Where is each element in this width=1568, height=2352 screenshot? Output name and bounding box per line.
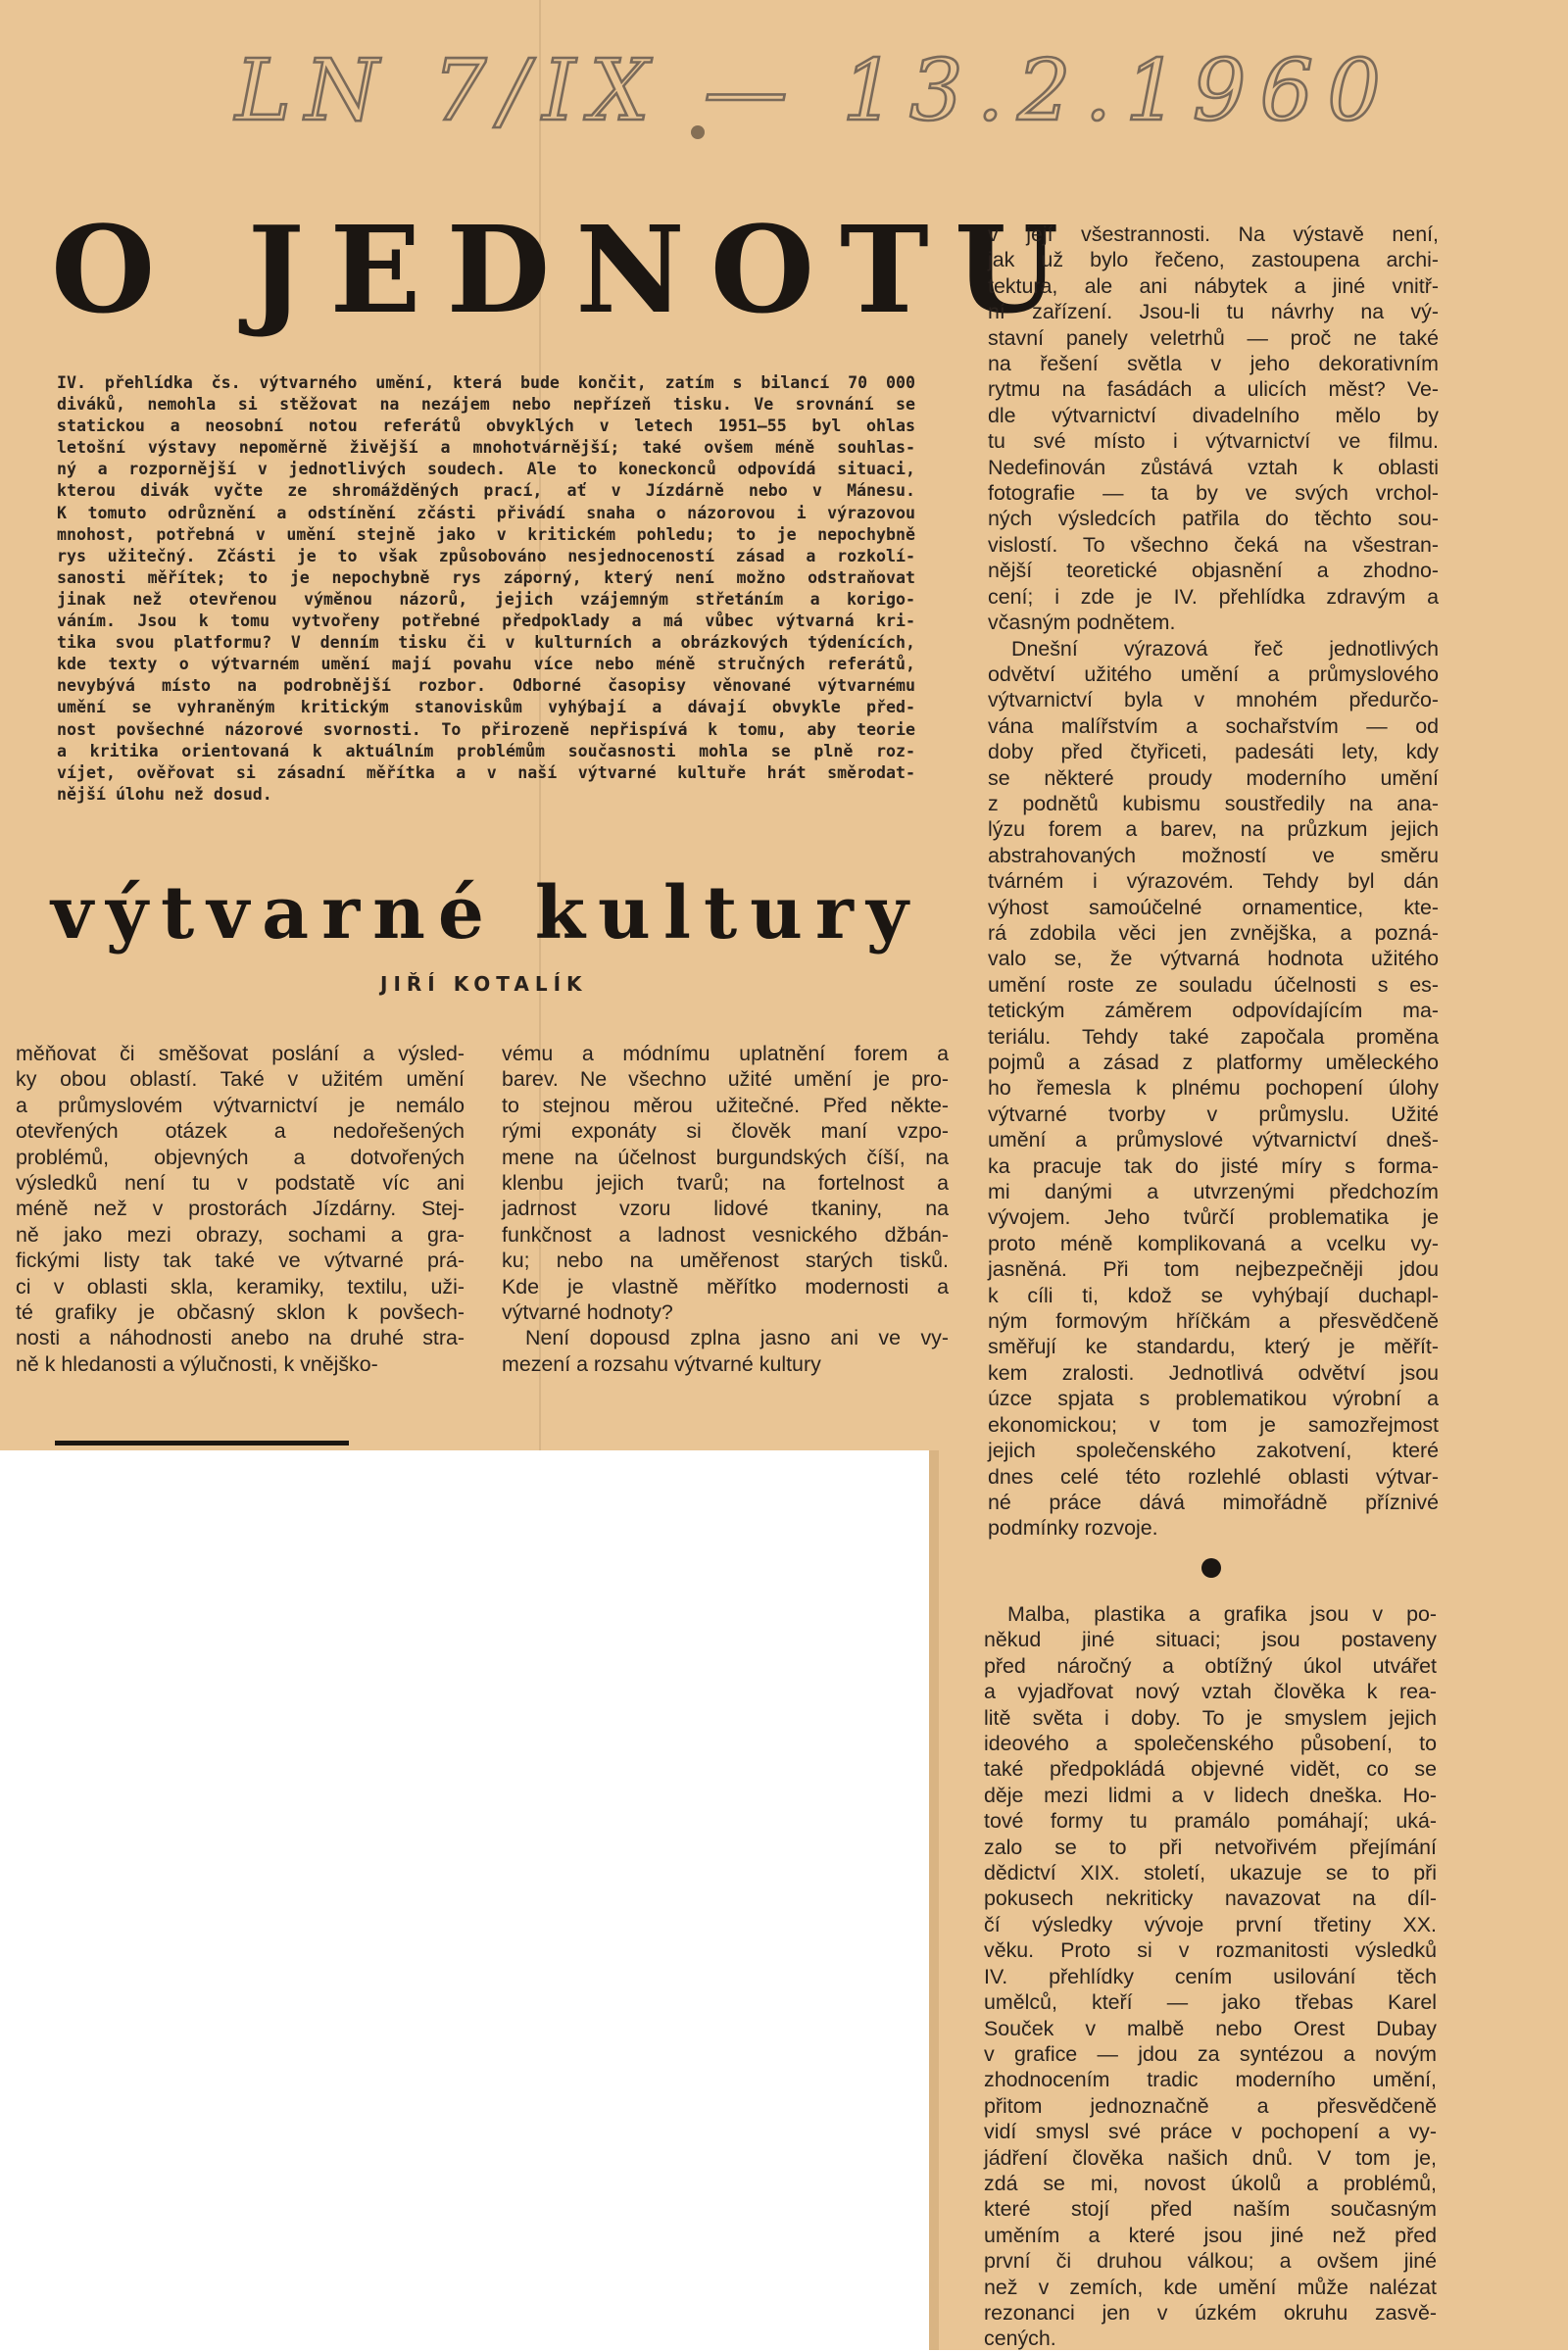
text-line: jak už bylo řečeno, zastoupena archi-: [988, 248, 1439, 272]
text-line: někud jiné situaci; jsou postaveny: [984, 1628, 1437, 1652]
text-line: IV. přehlídka čs. výtvarného umění, která bude končit, zatím s bilancí 70 000: [57, 373, 915, 392]
text-line: výtvarné hodnoty?: [502, 1300, 673, 1325]
text-line: sanosti měřítek; to je nepochybně rys záporný, který není možno odstraňovat: [57, 567, 915, 587]
text-line: diváků, nemohla si stěžovat na nezájem nebo nepřízeň tisku. Ve srovnání se: [57, 395, 915, 415]
text-line: pojmů a zásad z platformy uměleckého: [988, 1051, 1439, 1074]
text-line: Nedefinován zůstává vztah k oblasti: [988, 455, 1439, 479]
text-line: vidí smysl své práce v pochopení a vy-: [984, 2120, 1437, 2144]
text-line: ný a rozpornější v jednotlivých soudech. Ale to koneckonců odpovídá situaci,: [57, 460, 915, 479]
byline: JIŘÍ KOTALÍK: [380, 972, 588, 996]
text-line: na řešení světla v jeho dekorativním: [988, 352, 1439, 376]
text-line: fotografie — ta by ve svých vrchol-: [988, 481, 1439, 506]
text-line: umění roste ze souladu účelnosti s es-: [988, 972, 1439, 997]
text-line: méně než v prostorách Jízdárny. Stej-: [16, 1197, 465, 1221]
text-line: ným formovým hříčkám a přesvědčeně: [988, 1309, 1439, 1334]
text-line: umělců, kteří — jako třebas Karel: [984, 1990, 1437, 2015]
text-line: úzce spjata s problematikou výrobní a: [988, 1387, 1439, 1411]
text-line: problémů, objevných a dotvořených: [16, 1145, 465, 1169]
text-line: kem zralosti. Jednotlivá odvětví jsou: [988, 1360, 1439, 1385]
text-line: K tomuto odrůznění a odstínění zčásti přivádí snaha o názorovou i výrazovou: [57, 503, 915, 522]
text-line: před náročný a obtížný úkol utvářet: [984, 1653, 1437, 1678]
text-line: vývojem. Jeho tvůrčí problematika je: [988, 1205, 1439, 1230]
text-line: umění se vyhraněným kritickým stanoviskům vyhýbají a dávají obvykle před-: [57, 698, 915, 717]
text-line: mi danými a utvrzenými předchozím: [988, 1180, 1439, 1204]
text-line: víjet, ověřovat si zásadní měřítka a v naší výtvarné kultuře hrát směrodat-: [57, 762, 915, 782]
text-line: rezonanci jen v úzkém okruhu zasvě-: [984, 2300, 1437, 2325]
text-line: podmínky rozvoje.: [988, 1516, 1158, 1541]
text-line: nosti a náhodnosti anebo na druhé stra-: [16, 1326, 465, 1350]
text-line: tové formy tu pramálo pomáhají; uká-: [984, 1809, 1437, 1834]
text-line: věku. Proto si v rozmanitosti výsledků: [984, 1938, 1437, 1963]
text-line: abstrahovaných možností ve směru: [988, 843, 1439, 867]
text-line: ní zařízení. Jsou-li tu návrhy na vý-: [988, 300, 1439, 324]
text-line: mezení a rozsahu výtvarné kultury: [502, 1351, 821, 1376]
text-line: doby před čtyřiceti, padesáti lety, kdy: [988, 740, 1439, 764]
text-line: cených.: [984, 2327, 1056, 2351]
text-line: výtvarnictví byla v mnohém předurčo-: [988, 688, 1439, 712]
text-line: té grafiky je občasný sklon k povšech-: [16, 1300, 465, 1325]
text-line: mnohost, potřebná v umění stejně jako v kritickém pohledu; to je nepochybně: [57, 524, 915, 544]
headline-bottom: výtvarné kultury: [51, 871, 921, 956]
lead-paragraph: [57, 372, 915, 806]
text-line: ně jako mezi obrazy, sochami a gra-: [16, 1222, 465, 1247]
text-line: rá zdobila věci jen zvnějška, a pozná-: [988, 920, 1439, 945]
handwritten-note-text: LN 7/IX — 13.2.1960: [235, 42, 1395, 140]
text-line: jádření člověka našich dnů. V tom je,: [984, 2145, 1437, 2170]
text-line: uměním a které jsou jiné než před: [984, 2223, 1437, 2247]
text-line: ideového a společenského působení, to: [984, 1732, 1437, 1756]
text-line: čí výsledky vývoje první třetiny XX.: [984, 1912, 1437, 1936]
bottom-rule: [55, 1441, 349, 1446]
text-line: tvárném i výrazovém. Tehdy byl dán: [988, 869, 1439, 894]
text-line: ku; nebo na uměřenost starých tisků.: [502, 1249, 949, 1273]
text-line: rytmu na fasádách a ulicích měst? Ve-: [988, 377, 1439, 402]
text-line: včasným podnětem.: [988, 611, 1176, 635]
text-line: vána malířstvím a sochařstvím — od: [988, 713, 1439, 738]
text-line: v její všestrannosti. Na výstavě není,: [988, 222, 1439, 246]
text-line: kde texty o výtvarném umění mají povahu více nebo méně stručných referátů,: [57, 655, 915, 674]
text-line: rými exponáty si člověk maní vzpo-: [502, 1119, 949, 1144]
text-column-3: [988, 221, 1439, 1542]
text-line: klenbu jejich tvarů; na fortelnost a: [502, 1171, 949, 1196]
text-column-1: [16, 1041, 465, 1377]
section-bullet: [1201, 1558, 1221, 1578]
text-line: v grafice — jdou za syntézou a novým: [984, 2041, 1437, 2066]
text-line: Není dopousd zplna jasno ani ve vy-: [525, 1326, 949, 1350]
text-line: Malba, plastika a grafika jsou v po-: [1007, 1602, 1437, 1626]
text-line: ci v oblasti skla, keramiky, textilu, uži-: [16, 1274, 465, 1298]
text-line: stavní panely veletrhů — proč ne také: [988, 325, 1439, 350]
text-line: které stojí před naším současným: [984, 2197, 1437, 2222]
text-line: výhost samoúčelné ornamentice, kte-: [988, 895, 1439, 919]
text-line: jadrnost vzoru lidové tkaniny, na: [502, 1197, 949, 1221]
text-line: barev. Ne všechno užité umění je pro-: [502, 1067, 949, 1092]
text-line: ekonomickou; v tom je samozřejmost: [988, 1412, 1439, 1437]
text-line: dnes celé této rozlehlé oblasti výtvar-: [988, 1464, 1439, 1489]
text-line: mene na účelnost burgundských číší, na: [502, 1145, 949, 1169]
text-line: děje mezi lidmi a v lidech dneška. Ho-: [984, 1783, 1437, 1807]
text-line: ně k hledanosti a výlučnosti, k vnějško-: [16, 1351, 378, 1376]
text-line: IV. přehlídky cením usilování těch: [984, 1964, 1437, 1988]
text-line: jejich společenského zakotvení, které: [988, 1439, 1439, 1463]
text-line: k cíli ti, kdož se vyhýbají duchapl-: [988, 1283, 1439, 1307]
text-line: umění a průmyslové výtvarnictví dneš-: [988, 1128, 1439, 1152]
headline-top: O JEDNOTU: [51, 199, 1085, 340]
text-line: přitom jednoznačně a přesvědčeně: [984, 2093, 1437, 2118]
text-line: to stejnou měrou užitečné. Před někte-: [502, 1093, 949, 1117]
text-line: nější úlohu než dosud.: [57, 784, 272, 804]
clipping-edge-shadow: [929, 1450, 939, 2350]
text-line: a průmyslovém výtvarnictví je nemálo: [16, 1093, 465, 1117]
text-line: nost povšechné názorové svornosti. To přirozeně nepřispívá k tomu, aby teorie: [57, 719, 915, 739]
text-line: nější teoretické objasnění a zhodno-: [988, 559, 1439, 583]
text-line: ných výsledcích patřila do těchto sou-: [988, 507, 1439, 531]
text-line: cení; i zde je IV. přehlídka zdravým a: [988, 584, 1439, 609]
text-line: ho řemesla k plnému pochopení úlohy: [988, 1076, 1439, 1101]
text-line: také předpokládá objevné vidět, co se: [984, 1757, 1437, 1782]
text-line: výtvarné tvorby v průmyslu. Užité: [988, 1102, 1439, 1126]
text-line: Dnešní výrazová řeč jednotlivých: [1011, 636, 1439, 661]
text-line: směřují ke standardu, který je měřít-: [988, 1335, 1439, 1359]
text-line: litě světa i doby. To je smyslem jejich: [984, 1705, 1437, 1730]
text-line: se některé proudy moderního umění: [988, 765, 1439, 790]
text-line: dědictví XIX. století, ukazuje se to při: [984, 1861, 1437, 1886]
text-line: z podnětů kubismu soustředily na ana-: [988, 791, 1439, 815]
text-line: valo se, že výtvarná hodnota užitého: [988, 947, 1439, 971]
text-line: statickou a neosobní notou referátů obvyklých v letech 1951—55 byl ohlas: [57, 416, 915, 436]
text-line: teriálu. Tehdy také započala proměna: [988, 1024, 1439, 1049]
text-line: pokusech nekriticky navazovat na díl-: [984, 1886, 1437, 1911]
text-line: jasněná. Při tom nejbezpečněji jdou: [988, 1257, 1439, 1282]
text-line: dle výtvarnictví divadelního mělo by: [988, 403, 1439, 427]
text-line: než v zemích, kde umění může nalézat: [984, 2275, 1437, 2299]
text-line: lýzu forem a barev, na průzkum jejich: [988, 817, 1439, 842]
text-line: měňovat či směšovat poslání a výsled-: [16, 1042, 465, 1065]
text-line: výsledků není tu v podstatě víc ani: [16, 1171, 465, 1196]
text-column-2: [502, 1041, 949, 1377]
text-line: tu své místo i výtvarnictví ve filmu.: [988, 429, 1439, 454]
text-line: tetickým záměrem odpovídajícím ma-: [988, 999, 1439, 1023]
text-line: vislostí. To všechno čeká na všestran-: [988, 532, 1439, 557]
text-line: zalo se to při netvořivém přejímání: [984, 1835, 1437, 1859]
text-line: otevřených otázek a nedořešených: [16, 1119, 465, 1144]
text-line: zdá se mi, novost úkolů a problémů,: [984, 2171, 1437, 2195]
text-line: Kde je vlastně měřítko modernosti a: [502, 1274, 949, 1298]
handwritten-note: [235, 29, 1395, 147]
text-line: odvětví užitého umění a průmyslového: [988, 662, 1439, 686]
text-line: vému a módnímu uplatnění forem a: [502, 1042, 949, 1065]
text-line: ka pracuje tak do jisté míry s forma-: [988, 1153, 1439, 1178]
text-line: tektura, ale ani nábytek a jiné vnitř-: [988, 273, 1439, 298]
text-line: ky obou oblastí. Také v užitém umění: [16, 1067, 465, 1092]
text-line: nevybývá místo na podrobnější rozbor. Odborné časopisy věnované výtvarnému: [57, 676, 915, 696]
text-line: fickými listy tak také ve výtvarné prá-: [16, 1249, 465, 1273]
text-line: jinak než otevřenou výměnou názorů, jejich vzájemným střetáním a korigo-: [57, 589, 915, 609]
text-line: né práce dává mimořádně příznivé: [988, 1490, 1439, 1514]
text-line: rys užitečný. Zčásti je to však způsobováno nesjednoceností zásad a rozkolí-: [57, 546, 915, 565]
text-line: letošní výstavy nepoměrně živější a mnohotvárnější; také ovšem méně souhlas-: [57, 438, 915, 458]
text-line: proto méně komplikovaná a vcelku vy-: [988, 1231, 1439, 1255]
text-line: Souček v malbě nebo Orest Dubay: [984, 2016, 1437, 2040]
text-line: první či druhou válkou; a ovšem jiné: [984, 2249, 1437, 2274]
text-line: kterou divák vyčte ze shromážděných prací, ať v Jízdárně nebo v Mánesu.: [57, 481, 915, 501]
text-line: a kritika orientovaná k aktuálním problémům současnosti mohla se plně roz-: [57, 741, 915, 760]
text-column-4: [984, 1601, 1437, 2352]
text-line: váním. Jsou k tomu vytvořeny potřebné předpoklady a má vůbec výtvarná kri-: [57, 612, 915, 631]
text-line: zhodnocením tradic moderního umění,: [984, 2068, 1437, 2092]
text-line: a vyjadřovat nový vztah člověka k rea-: [984, 1680, 1437, 1704]
text-line: tika svou platformu? V denním tisku či v kulturních a obrázkových týdenících,: [57, 633, 915, 653]
text-line: funkčnost a ladnost vesnického džbán-: [502, 1222, 949, 1247]
